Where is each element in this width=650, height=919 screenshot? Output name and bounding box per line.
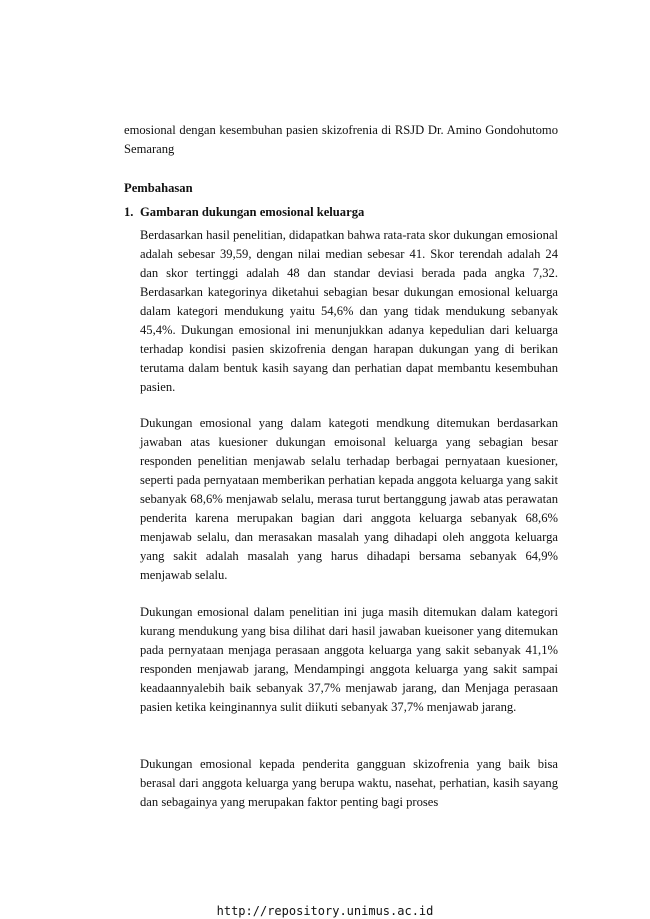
subsection-title: Gambaran dukungan emosional keluarga [140,205,365,219]
intro-paragraph: emosional dengan kesembuhan pasien skizofrenia di RSJD Dr. Amino Gondohutomo Semarang [124,123,558,156]
section-heading: Pembahasan [124,181,193,195]
body-paragraph-1: Berdasarkan hasil penelitian, didapatkan bahwa rata-rata skor dukungan emosional adalah sebesar 39,59, dengan nilai median sebesar 41. Skor terendah adalah 24 dan skor tertinggi adalah 48 dan standar deviasi berada pada angka 7,32. Berdasarkan kategorinya diketahui sebagian besar dukungan emosional keluarga dalam kategori mendukung yaitu 54,6% dan yang tidak mendukung sebanyak 45,4%. Dukungan emosional ini menunjukkan adanya kepedulian dari keluarga terhadap kondisi pasien skizofrenia dengan harapan dukungan yang di berikan terutama dalam bentuk kasih sayang dan perhatian dapat membantu kesembuhan pasien. [140,228,558,394]
body-paragraph-2: Dukungan emosional yang dalam kategoti mendkung ditemukan berdasarkan jawaban atas kuesioner dukungan emoisonal keluarga yang sebagian besar responden penelitian menjawab selalu terhadap berbagai pernyataan kuesioner, seperti pada pernyataan memberikan perhatian kepada anggota keluarga yang sakit sebanyak 68,6% menjawab selalu, merasa turut bertanggung jawab atas perawatan penderita karena merupakan bagian dari anggota keluarga sebanyak 68,6% menjawab selalu, dan merasakan masalah yang dihadapi oleh anggota keluarga yang sakit adalah masalah yang harus dihadapi bersama sebanyak 64,9% menjawab selalu. [140,416,558,582]
body-paragraph-4: Dukungan emosional kepada penderita gangguan skizofrenia yang baik bisa berasal dari anggota keluarga yang berupa waktu, nasehat, perhatian, kasih sayang dan sebagainya yang merupakan faktor penting bagi proses [140,757,558,809]
body-paragraph-3: Dukungan emosional dalam penelitian ini juga masih ditemukan dalam kategori kurang mendukung yang bisa dilihat dari hasil jawaban kueisoner yang ditemukan pada pernyataan menjaga perasaan anggota keluarga yang sakit sebanyak 41,1% responden menjawab jarang, Mendampingi anggota keluarga yang sakit sampai keadaannyalebih baik sebanyak 37,7% menjawab jarang, dan Menjaga perasaan pasien ketika keinginannya sulit diikuti sebanyak 37,7% menjawab jarang. [140,605,558,714]
subsection-heading [124,203,364,222]
subsection-number: 1. [124,205,134,219]
footer-url[interactable]: http://repository.unimus.ac.id [216,904,434,918]
